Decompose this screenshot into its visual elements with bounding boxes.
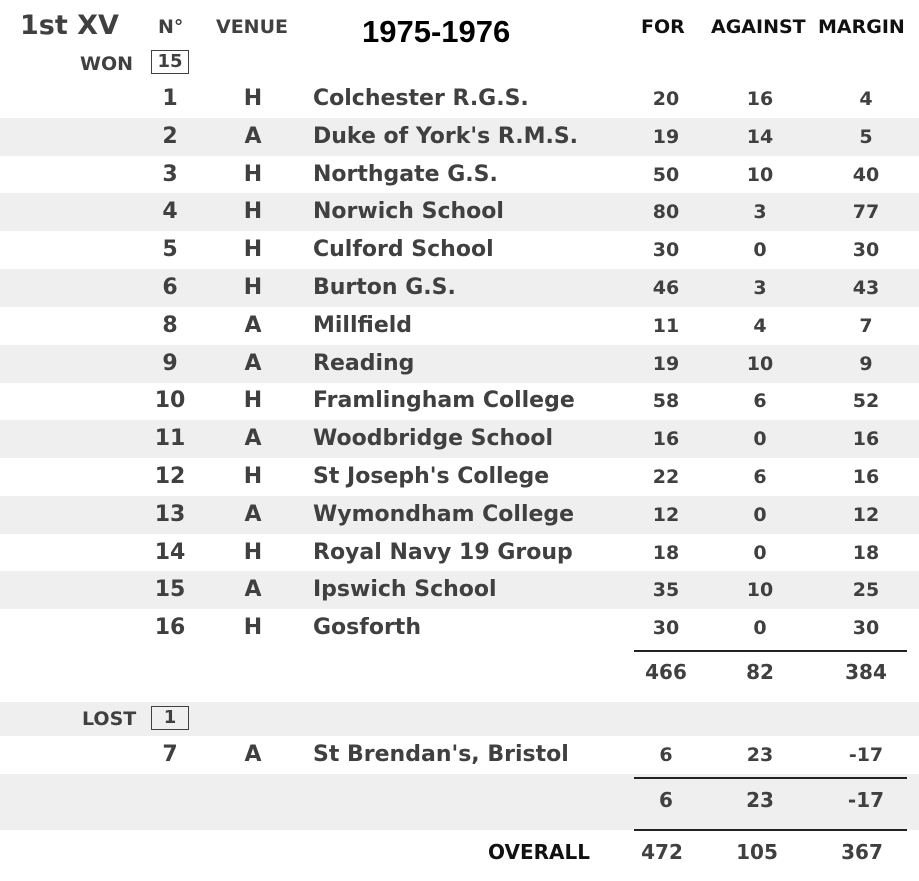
match-margin: 52 <box>852 390 880 413</box>
won-total-against: 82 <box>746 660 774 684</box>
won-section-label: WON <box>80 53 134 75</box>
match-opponent: Millfield <box>313 312 413 338</box>
match-venue: H <box>243 464 263 489</box>
match-points-for: 18 <box>652 541 680 564</box>
lost-section-label: LOST <box>82 708 137 730</box>
match-points-against: 23 <box>746 744 774 766</box>
match-points-against: 6 <box>753 390 767 413</box>
table-row <box>0 80 919 118</box>
overall-label: OVERALL <box>488 840 590 864</box>
match-opponent: Norwich School <box>313 199 504 225</box>
match-points-for: 46 <box>652 277 680 299</box>
lost-total-margin: -17 <box>847 788 885 812</box>
match-venue: H <box>243 275 263 300</box>
match-margin: -17 <box>848 744 884 766</box>
match-opponent: Woodbridge School <box>313 426 553 452</box>
match-venue: H <box>243 86 263 111</box>
match-number: 14 <box>154 539 186 565</box>
match-number: 7 <box>162 742 178 767</box>
match-number: 12 <box>154 464 186 489</box>
match-opponent: Burton G.S. <box>313 275 456 300</box>
for-column-header: FOR <box>641 16 685 38</box>
team-title: 1st XV <box>20 10 119 41</box>
table-row <box>0 231 919 269</box>
won-count-box: 15 <box>151 50 189 74</box>
match-points-against: 6 <box>753 466 767 488</box>
match-opponent: Colchester R.G.S. <box>313 86 529 111</box>
match-number: 10 <box>154 388 186 414</box>
overall-rule <box>634 829 907 831</box>
match-margin: 12 <box>852 503 880 526</box>
lost-totals-rule <box>634 777 907 779</box>
match-points-against: 10 <box>746 163 774 186</box>
match-points-against: 4 <box>753 314 767 337</box>
match-margin: 7 <box>859 314 873 337</box>
margin-column-header: MARGIN <box>818 16 905 38</box>
lost-count-box: 1 <box>151 706 189 730</box>
match-points-against: 0 <box>753 428 767 451</box>
overall-total-against: 105 <box>736 840 778 864</box>
match-points-against: 14 <box>746 125 774 148</box>
match-points-for: 30 <box>652 617 680 640</box>
match-opponent: St Joseph's College <box>313 464 550 489</box>
match-venue: H <box>243 615 263 641</box>
match-opponent: Duke of York's R.M.S. <box>313 123 579 149</box>
won-total-margin: 384 <box>845 660 887 684</box>
table-row <box>0 609 919 647</box>
match-points-for: 19 <box>652 352 680 375</box>
match-points-against: 10 <box>746 579 774 602</box>
match-points-against: 16 <box>746 88 774 110</box>
match-venue: A <box>244 312 262 338</box>
match-venue: A <box>244 742 262 767</box>
match-points-for: 6 <box>659 744 673 766</box>
match-points-against: 3 <box>753 201 767 224</box>
table-row <box>0 571 919 609</box>
match-venue: H <box>243 161 263 187</box>
table-row <box>0 118 919 156</box>
match-points-for: 50 <box>652 163 680 186</box>
match-points-for: 80 <box>652 201 680 224</box>
match-points-for: 12 <box>652 503 680 526</box>
table-row <box>0 193 919 231</box>
match-venue: A <box>244 577 262 603</box>
match-margin: 18 <box>852 541 880 564</box>
match-points-for: 11 <box>652 314 680 337</box>
match-number: 6 <box>162 275 178 300</box>
against-column-header: AGAINST <box>711 16 806 38</box>
match-number: 9 <box>162 350 178 376</box>
won-total-for: 466 <box>645 660 687 684</box>
table-row <box>0 345 919 383</box>
match-margin: 4 <box>859 88 873 110</box>
table-row <box>0 156 919 194</box>
match-number: 11 <box>154 426 186 452</box>
overall-total-margin: 367 <box>841 840 883 864</box>
match-margin: 9 <box>859 352 873 375</box>
match-venue: A <box>244 350 262 376</box>
match-opponent: Reading <box>313 350 415 376</box>
match-opponent: Ipswich School <box>313 577 497 603</box>
match-number: 13 <box>154 501 186 527</box>
match-margin: 30 <box>852 239 880 262</box>
match-venue: H <box>243 237 263 263</box>
lost-section-band <box>0 702 919 736</box>
match-number: 1 <box>162 86 178 111</box>
match-opponent: Northgate G.S. <box>313 161 498 187</box>
venue-column-header: VENUE <box>216 16 288 38</box>
match-points-against: 3 <box>753 277 767 299</box>
table-row <box>0 307 919 345</box>
match-number: 15 <box>154 577 186 603</box>
match-margin: 77 <box>852 201 880 224</box>
match-venue: H <box>243 539 263 565</box>
match-points-against: 0 <box>753 617 767 640</box>
match-margin: 16 <box>852 428 880 451</box>
match-opponent: Royal Navy 19 Group <box>313 539 573 565</box>
match-points-for: 35 <box>652 579 680 602</box>
match-venue: A <box>244 123 262 149</box>
season-title: 1975-1976 <box>362 14 511 49</box>
table-row <box>0 382 919 420</box>
match-opponent: Culford School <box>313 237 494 263</box>
match-margin: 30 <box>852 617 880 640</box>
match-number: 8 <box>162 312 178 338</box>
table-row <box>0 534 919 572</box>
match-margin: 43 <box>852 277 880 299</box>
match-points-against: 0 <box>753 239 767 262</box>
match-opponent: Wymondham College <box>313 501 575 527</box>
match-points-for: 20 <box>652 88 680 110</box>
match-venue: H <box>243 388 263 414</box>
match-margin: 25 <box>852 579 880 602</box>
match-points-for: 16 <box>652 428 680 451</box>
match-points-against: 0 <box>753 541 767 564</box>
match-points-against: 0 <box>753 503 767 526</box>
table-row <box>0 496 919 534</box>
match-opponent: St Brendan's, Bristol <box>313 742 569 767</box>
match-number: 3 <box>162 161 178 187</box>
match-margin: 5 <box>859 125 873 148</box>
match-venue: H <box>243 199 263 225</box>
match-number: 4 <box>162 199 178 225</box>
table-row <box>0 269 919 307</box>
lost-total-against: 23 <box>746 788 774 812</box>
match-margin: 16 <box>852 466 880 488</box>
match-number: 16 <box>154 615 186 641</box>
match-points-for: 58 <box>652 390 680 413</box>
table-row <box>0 458 919 496</box>
match-points-for: 30 <box>652 239 680 262</box>
match-points-for: 22 <box>652 466 680 488</box>
match-opponent: Framlingham College <box>313 388 575 414</box>
match-margin: 40 <box>852 163 880 186</box>
number-column-header: N° <box>158 16 184 38</box>
match-number: 2 <box>162 123 178 149</box>
match-venue: A <box>244 426 262 452</box>
won-totals-rule <box>634 650 907 652</box>
match-venue: A <box>244 501 262 527</box>
table-row <box>0 420 919 458</box>
table-row <box>0 736 919 774</box>
match-points-against: 10 <box>746 352 774 375</box>
match-number: 5 <box>162 237 178 263</box>
overall-total-for: 472 <box>641 840 683 864</box>
match-opponent: Gosforth <box>313 615 421 641</box>
lost-total-for: 6 <box>659 788 673 812</box>
match-points-for: 19 <box>652 125 680 148</box>
